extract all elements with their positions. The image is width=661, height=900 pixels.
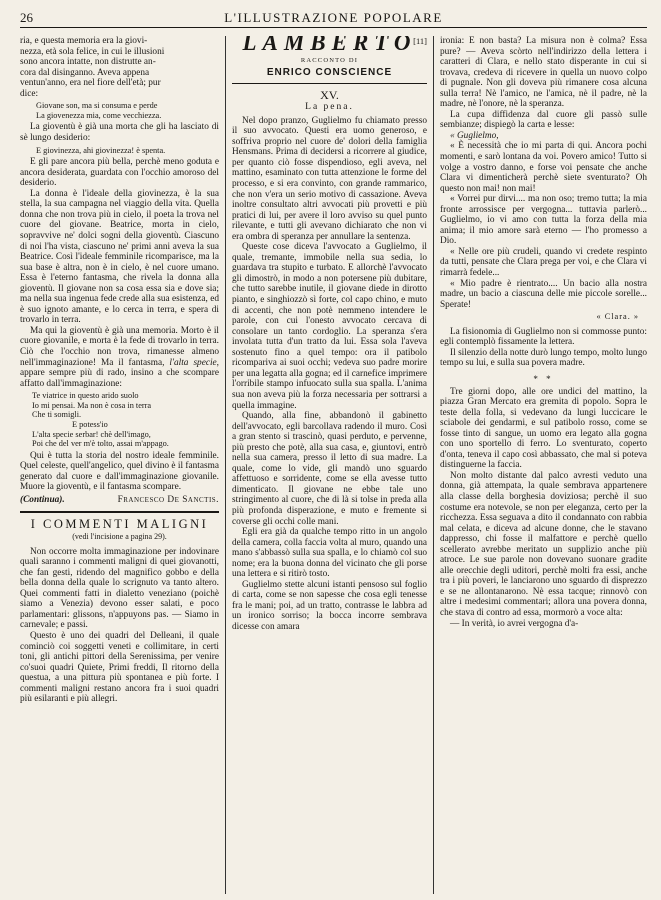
paragraph: Nel dopo pranzo, Guglielmo fu chiamato presso il suo avvocato. Questi era uomo generoso, e soffriva proprio nel cuore de' dolori della famiglia Hensmans. Prima di decidersi a ricorrere al giudice, per quanto ciò fosse dispendioso, egli aveva, nel mattino, esaminato con tutta attenzione le forme del processo, e si era convinto, con grande rammarico, che non v'era un serio motivo di cassazione. Aveva inoltre consultato altri avvocati più provetti e più pratici di lui, per avere il loro avviso su quel punto rilevante, e tutti gli avevano dichiarato che non vi era ombra di speranza per annullare la sentenza. [232, 115, 427, 242]
verse-line: Poi che del ver m'è tolto, assai m'appago. [32, 439, 169, 449]
paragraph: Questo è uno dei quadri del Delleani, il quale cominciò coi soggetti veneti e collimitare, in certi toni, gli antichi pittori della Serenissima, per venire co'suoi quadri Quiete, Primi freddi, Il ritorno della questua, a una pittura più spontanea e più forte. I commenti maligni restano ancora fra i suoi quadri più esilaranti e più allegri. [20, 630, 219, 705]
essay-continuation [20, 36, 219, 99]
paragraph [20, 326, 219, 389]
divider [232, 83, 427, 84]
essay-signature [20, 495, 219, 506]
column-3 [433, 36, 647, 894]
racconto-label: RACCONTO DI [300, 56, 359, 64]
novel-author: ENRICO CONSCIENCE [266, 67, 393, 79]
verse-line: Giovane son, ma si consuma e perde [36, 101, 158, 111]
paragraph: La donna è l'ideale della giovinezza, è la sua stella, la sua campagna nel viaggio della vita. Quella donna che non trova più in cielo, il poeta la trova nel cuore del giovane. Beatrice, morta in cielo, sopravvive ne' dolci sogni della gioventù. Ciascuno di noi l'ha vista, ciascuno ne' primi anni aveva la sua Beatrice. Così l'ideale femminile ricomparisce, ma la sua base è altra, non è in cielo, è nel cuore umano. Essa è l'eterno fantasma, che rivela la donna alla gioventù. Il giovane non sa cosa essa sia e dove sia; ma nella sua ingenua fede crede alla sua esistenza, ed è suo ignoto amante, e lo cerca in terra, e spera di trovarlo in terra. [20, 188, 219, 326]
commenti-reference: (vedi l'incisione a pagina 29). [72, 532, 167, 542]
paragraph: Egli era già da qualche tempo ritto in un angolo della camera, colla faccia volta al muro, quando una mano s'abbassò sulla sua spalla, e lo chiamò col suo nome; era la buona donna del vicinato che gli porse una lettera e si ritirò tosto. [232, 527, 427, 580]
text: , appare sempre più di rado, insino a che scompare affatto dall'immaginazione: [20, 357, 219, 389]
italic-text: l'alta specie [169, 357, 217, 368]
verse-line: E giovinezza, ahi giovinezza! è spenta. [36, 145, 166, 155]
continua-label: (Continua). [20, 494, 65, 505]
paragraph: La gioventù è già una morta che gli ha lasciato di sè lungo desiderio: [20, 122, 219, 144]
paragraph: ironia: E non basta? La misura non è colma? Essa pure? — Aveva scòrto nell'indirizzo della lettera i caratteri di Clara, e nello stato disperante in cui si trovava, credeva di ricevere in quella un nuovo colpo di pugnale. Non gli doveva più rimanere cosa alcuna sulla terra! Nè l'amico, ne l'amica, nè il padre, nè la madre, nè l'onore, nè la speranza. [440, 36, 647, 110]
section-stars: * * [533, 373, 554, 384]
verse-line: Che ti somigli. [32, 410, 82, 420]
commenti-title: I COMMENTI MALIGNI [30, 517, 209, 532]
section-divider [20, 511, 219, 513]
verse-line: E potess'io [72, 419, 108, 429]
page-number: 26 [20, 10, 33, 25]
essay-line: nezza, età sola felice, in cui le illusioni [20, 46, 165, 57]
paragraph: E gli pare ancora più bella, perchè meno goduta e ancora desiderata, guardata con l'occhio amoroso del desiderio. [20, 157, 219, 189]
verse-line: Te viatrice in questo arido suolo [32, 391, 139, 401]
letter-signature: « Clara. » [596, 312, 639, 322]
paragraph: Queste cose diceva l'avvocato a Guglielmo, il quale, tremante, immobile nella sua sedia, lo guardava tra stupito e turbato. E allorchè l'avvocato gli dimostrò, in modo a non potersene più dubitare, che tutto sarebbe inutile, il giovane diede in dirotto pianto, e singhiozzò sì forte, col capo chino, e muto di accenti, che non potè nemmeno intendere le parole, con cui l'onesto avvocato cercava di consolare un tanto cordoglio. La speranza s'era involata tutta d'un tratto da lui. Essa sola l'aveva sostenuto fino a quel tempo: ora il patibolo ricompariva ai suoi occhi; vedeva suo padre morire per una legatta alla gogna; ed il carnefice imprimere l'orribile stampo infuocato sulla sua spalla. L'anima sua non aveva più la forza necessaria per sottrarsi a quella immagine. [232, 242, 427, 411]
column-2 [225, 36, 433, 894]
chapter-number: XV. [320, 87, 339, 102]
essay-line: ventun'anno, era nel fiore dell'età; pur [20, 78, 161, 89]
column-1 [20, 36, 225, 894]
serial-masthead [232, 38, 427, 54]
serial-number: [11] [413, 36, 427, 46]
paragraph: La cupa diffidenza dal cuore gli passò sulle sembianze; dispiegò la carta e lesse: [440, 109, 647, 131]
letter-paragraph: « È necessità che io mi parta di qui. Ancora pochi momenti, e sarò lontana da voi. Povero amico! Tutto si volge a vostro danno, e forse voi pensate che anche Clara vi dimenticherà perchè siete sventurato? Oh questo non mai! non mai! [440, 141, 647, 194]
paragraph: Il silenzio della notte durò lungo tempo, molto lungo tempo su lui, e sulla sua povera madre. [440, 347, 647, 369]
essay-line: cora dal disinganno. Aveva appena [20, 67, 150, 78]
paragraph: Quando, alla fine, abbandonò il gabinetto dell'avvocato, egli barcollava radendo il muro. Così a gran stento si trascinò, quasi perduto, e pervenne, più presto che potè, alla sua casa, e, giuntovi, entrò nella sua camera, presso il letto di sua madre. La quale, come lo vide, gli mandò uno sguardo affettuoso e sorridente, come se ella avesse tutto dimenticato. Il giovane ne ebbe tale uno stringimento al cuore, che di là si tolse in preda alla più profonda disperazione, e muto e fremente si coverse gli occhi colle mani. [232, 411, 427, 527]
letter-paragraph: « Vorrei pur dirvi.... ma non oso; tremo tutta; la mia fronte arrossisce per vergogna... tuttavia parlerò... Guglielmo, io vi amo con tutta la forza della mia anima; il mio amore sarà eterno — l'ho promesso a Dio. [440, 194, 647, 247]
verse-line: Io mi pensai. Ma non è cosa in terra [32, 400, 152, 410]
paragraph: Qui è tutta la storia del nostro ideale femminile. Quel celeste, quell'angelico, quel divino è il fantasma generato dal cuore e dall'immaginazione giovanile. Muore la gioventù, e il fantasma scompare. [20, 450, 219, 493]
verse-quote [20, 146, 219, 156]
text: Ma qui la gioventù è già una memoria. Morto è il cuore giovanile, e morta è la fede di trovarlo in terra. Ciò che l'occhio non trova, rimanesse almeno nell'immaginazione! Ma il fantasma, [20, 325, 219, 368]
paragraph: Non occorre molta immaginazione per indovinare quali saranno i commenti maligni di quei giovanotti, che fan gesti, ridendo del magnifico gobbo e della bella donna della quale lo scrignuto va tanto altero. Quei commenti fatti in dialetto veneziano (poichè siamo a Venezia) devono esser salati, e poco parlamentari: glissons, n'appuyons pas. — Siamo in carnevale; e passi. [20, 546, 219, 631]
paragraph: La fisionomia di Guglielmo non si commosse punto: egli contemplò fissamente la lettera. [440, 326, 647, 348]
page-header [20, 6, 647, 28]
verse-quote [20, 391, 219, 449]
paragraph: Non molto distante dal palco avresti veduto una donna, già attempata, la quale sembrava appartenere alla classe della borghesia doviziosa; perchè il suo costume era notevole, se non per eleganza, certo per la ricchezza. Essa seguava a dito il condannato con rabbia mal celata, e diceva ad alcune donne, che le stavano dappresso, chi fosse il malfattore e perchè quello scellerato avrebbe meritato un supplizio anche più atroce. Le sue parole non dovevano suonare gradite alle orecchie degli uditori, perchè molti fra essi, anche tra i più poveri, le lanciarono uno sguardo di disprezzo e se ne allontanarono. Nè essa tacque; rinnovò con altre i medesimi commentari; allora una povera donna, che stava di contro ad essa, mormorò a voce alta: [440, 470, 647, 618]
paragraph: — In verità, io avrei vergogna d'a- [450, 618, 579, 629]
verse-line: La giovenezza mia, come vecchiezza. [36, 110, 162, 120]
columns [20, 36, 647, 894]
verse-line: L'alta specie serbar! chè dell'imago, [32, 429, 151, 439]
letter-paragraph: « Mio padre è rientrato.... Un bacio alla nostra madre, un bacio a ciascuna delle mie piccole sorelle... Sperate! [440, 278, 647, 310]
essay-line: ria, e questa memoria era la giovi- [20, 36, 148, 46]
paragraph: Guglielmo stette alcuni istanti pensoso sul foglio di carta, come se non sapesse che cosa egli tenesse fra le mani; poi, ad un tratto, contrasse le labbra ad un ironico sorriso; la bocca incorre sembrava dicesse con amara [232, 579, 427, 632]
verse-quote [20, 101, 219, 120]
chapter-title: La pena. [305, 102, 354, 113]
essay-line: sono ancora intatte, non distrutte an- [20, 57, 156, 68]
page-title: L'ILLUSTRAZIONE POPOLARE [224, 10, 443, 25]
letter-salutation: « Guglielmo, [450, 130, 499, 141]
essay-author: Francesco De Sanctis. [117, 494, 219, 505]
paragraph: Tre giorni dopo, alle ore undici del mattino, la piazza Gran Mercato era gremita di popolo. Sopra le teste della folla, si vedevano da lungi luccicare le sciabole dei gendarmi, e sul patibolo rosso, come se fosse tinto di sangue, un uomo era legato alla gogna con uno sportello di ferro. Lo sventurato, coperto d'onta, teneva il capo così abbassato, che mal si poteva distinguerne la faccia. [440, 386, 647, 471]
essay-line: dice: [20, 88, 39, 99]
letter-paragraph: « Nelle ore più crudeli, quando vi credete respinto da tutti, pensate che Clara prega per voi, e che Clara vi rimarrà fedele... [440, 246, 647, 279]
novel-title: LAMBERTO [242, 36, 417, 55]
